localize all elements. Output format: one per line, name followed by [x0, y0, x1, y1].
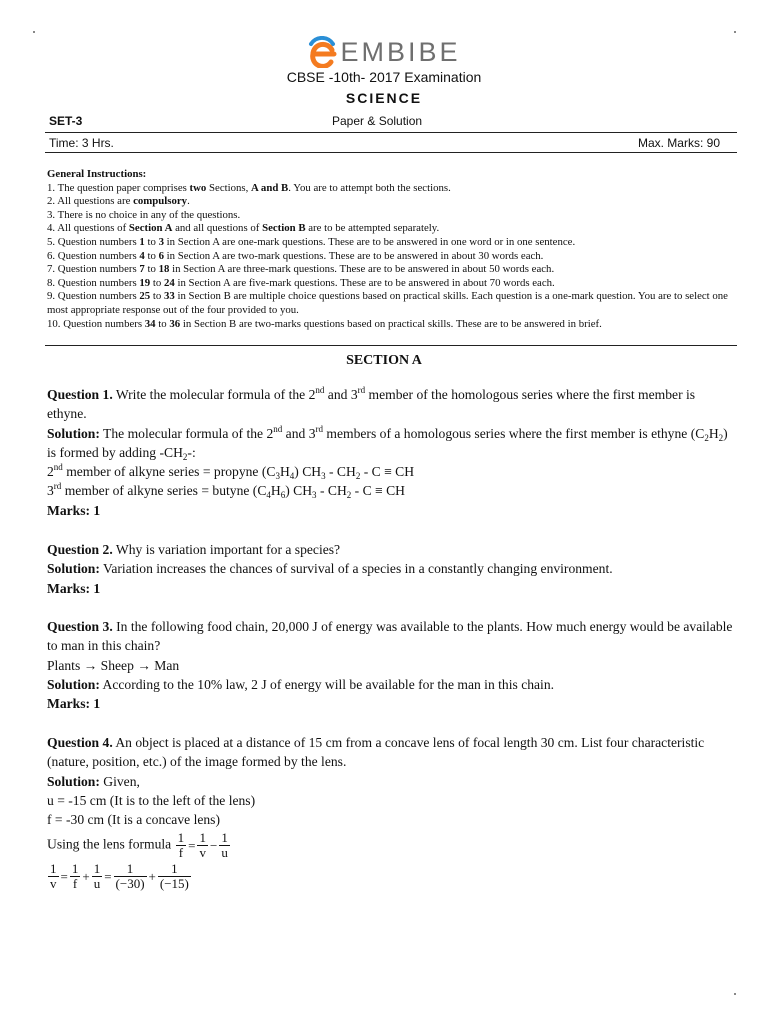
solution-3: Solution: According to the 10% law, 2 J of energy will be available for the man in this chain. [47, 676, 555, 692]
solution-1-line-2: 2nd member of alkyne series = propyne $(C_3H_4)$ $CH_3 - CH_2$ - C ≡ CH [47, 462, 415, 482]
instruction-item: 7. Question numbers 7 to 18 in Section A are three-mark questions. These are to be answered in about 50 words each. [47, 263, 555, 276]
lens-equation: $\frac{1}{v}$ = $\frac{1}{f}$ + $\frac{1}{u}$ = $\frac{1}{(-30)}$ + $\frac{1}{(-15)}$ [50, 861, 189, 892]
header-bottom-divider [45, 152, 737, 153]
instruction-item: 6. Question numbers 4 to 6 in Section A are two-mark questions. These are to be answered in about 30 words each. [47, 249, 544, 262]
question-2-block [47, 540, 737, 598]
given-f: f = -30 cm (It is a concave lens) [47, 812, 220, 828]
set-label: SET-3 [49, 114, 83, 128]
marks-3: Marks: 1 [47, 696, 101, 712]
solution-1: Solution: The molecular formula of the 2nd and 3rd members of a homologous series where the first member is ethyne $(C_2H_2)$ is formed by adding $-CH_2-$: [47, 423, 728, 462]
lens-formula: Using the lens formula $\frac{1}{f}$ = $\frac{1}{v}$ − $\frac{1}{u}$ [47, 830, 228, 861]
general-instructions [47, 168, 737, 331]
instruction-item: 8. Question numbers 19 to 24 in Section A are five-mark questions. These are to be answered in about 70 words each. [47, 276, 555, 289]
embibe-logo [0, 36, 768, 70]
question-2: Question 2. Why is variation important for a species? [47, 542, 341, 557]
max-marks-label: Max. Marks: 90 [637, 136, 720, 150]
instructions-divider [45, 345, 737, 346]
question-3: Question 3. In the following food chain, 20,000 J of energy was available to the plants. How much energy would be available to man in this chain? [47, 619, 733, 654]
question-1: Question 1. Write the molecular formula of the 2nd and 3rd member of the homologous series where the first member is ethyne. [47, 385, 696, 422]
exam-title: CBSE -10th- 2017 Examination [286, 69, 482, 85]
marks-2: Marks: 1 [47, 580, 101, 596]
instructions-heading: General Instructions: [47, 168, 147, 180]
question-3-block [47, 617, 737, 713]
arrow-right-icon: → [137, 657, 151, 673]
solution-2: Solution: Variation increases the chances of survival of a species in a constantly changing environment. [47, 561, 613, 577]
given-u: u = -15 cm (It is to the left of the lens) [47, 792, 256, 808]
solution-1-line-3: 3rd member of alkyne series = butyne $(C_4H_6)$ $CH_3 - CH_2$ - C ≡ CH [47, 481, 406, 501]
instruction-item: 5. Question numbers 1 to 3 in Section A are one-mark questions. These are to be answered in one word or in one sentence. [47, 235, 576, 248]
instruction-item: 2. All questions are compulsory. [47, 195, 190, 208]
instruction-item: 3. There is no choice in any of the questions. [47, 208, 241, 221]
scan-speck [33, 31, 35, 33]
embibe-e-logo-icon [307, 36, 337, 68]
marks-1: Marks: 1 [47, 502, 101, 518]
section-a-title: SECTION A [346, 353, 422, 368]
solution-4: Solution: Given, [47, 773, 140, 789]
instruction-item: 9. Question numbers 25 to 33 in Section B are multiple choice questions based on practical skills. Each question is a one-mark question. You are to select one most appropriate response out of the four provided to you. [47, 290, 728, 316]
scan-speck [734, 31, 736, 33]
time-label: Time: 3 Hrs. [49, 136, 114, 150]
subject-title: SCIENCE [345, 90, 423, 106]
food-chain: Plants → Sheep → Man [47, 657, 180, 673]
instruction-item: 10. Question numbers 34 to 36 in Section B are two-marks questions based on practical skills. These are to be answered in brief. [47, 317, 602, 330]
brand-name: EMBIBE [340, 36, 461, 67]
paper-label: Paper & Solution [332, 114, 423, 128]
scan-speck [734, 993, 736, 995]
question-4: Question 4. An object is placed at a distance of 15 cm from a concave lens of focal length 30 cm. List four characteristic (nature, position, etc.) of the image formed by the lens. [47, 735, 705, 770]
instruction-item: 1. The question paper comprises two Sections, A and B. You are to attempt both the sections. [47, 181, 451, 194]
header-divider [45, 132, 737, 133]
question-4-block [47, 733, 737, 891]
question-1-block [47, 385, 737, 520]
arrow-right-icon: → [83, 657, 98, 673]
instruction-item: 4. All questions of Section A and all questions of Section B are to be attempted separately. [47, 222, 440, 235]
